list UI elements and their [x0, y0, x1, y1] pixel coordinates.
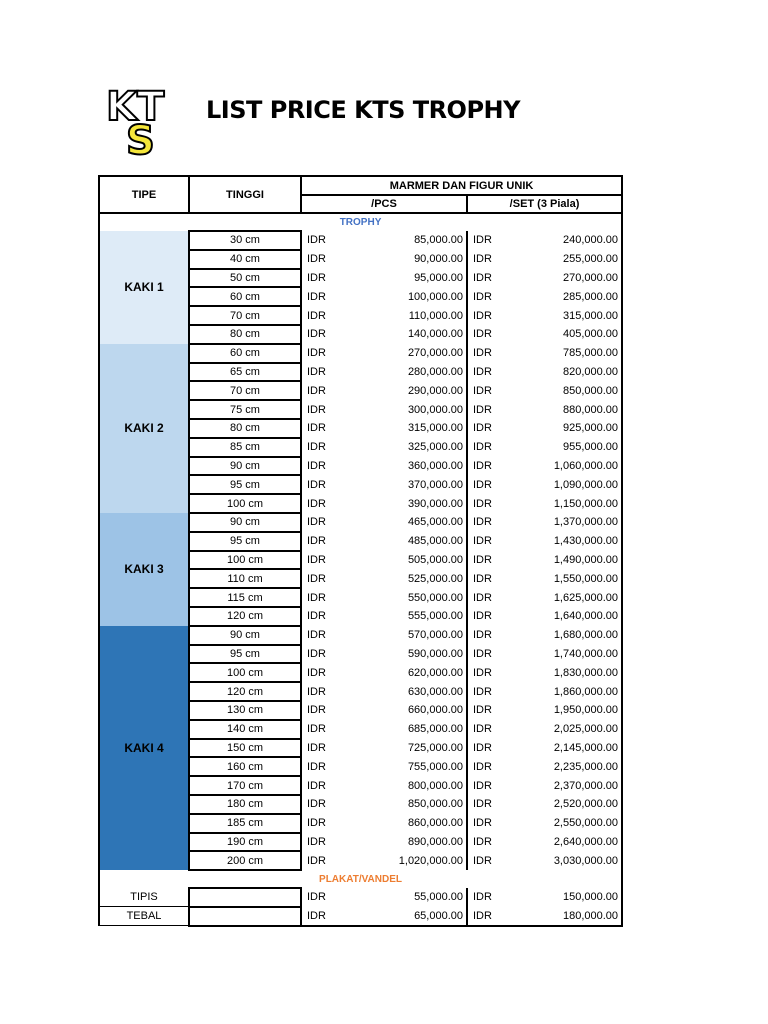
- price-set-cell: 1,430,000.00: [505, 532, 622, 551]
- price-set-cell: 1,090,000.00: [505, 475, 622, 494]
- currency-cell: IDR: [301, 457, 339, 476]
- currency-cell: IDR: [301, 363, 339, 382]
- kts-logo: [104, 82, 184, 156]
- price-set-cell: 1,640,000.00: [505, 607, 622, 626]
- page-title: LIST PRICE KTS TROPHY: [206, 96, 521, 124]
- tinggi-cell: 80 cm: [189, 419, 301, 438]
- price-set-cell: 3,030,000.00: [505, 851, 622, 870]
- price-pcs-cell: 300,000.00: [339, 400, 467, 419]
- currency-cell: IDR: [467, 250, 505, 269]
- price-pcs-cell: 850,000.00: [339, 795, 467, 814]
- currency-cell: IDR: [301, 626, 339, 645]
- tinggi-cell: 65 cm: [189, 363, 301, 382]
- currency-cell: IDR: [301, 569, 339, 588]
- currency-cell: IDR: [301, 795, 339, 814]
- price-set-cell: 2,550,000.00: [505, 814, 622, 833]
- tipe-cell: KAKI 2: [99, 344, 189, 513]
- tinggi-cell: 100 cm: [189, 551, 301, 570]
- currency-cell: IDR: [301, 851, 339, 870]
- currency-cell: IDR: [467, 551, 505, 570]
- currency-cell: IDR: [467, 757, 505, 776]
- section-label-plakat: PLAKAT/VANDEL: [99, 870, 622, 888]
- currency-cell: IDR: [467, 269, 505, 288]
- tinggi-cell: 180 cm: [189, 795, 301, 814]
- currency-cell: IDR: [467, 645, 505, 664]
- currency-cell: IDR: [301, 814, 339, 833]
- currency-cell: IDR: [467, 626, 505, 645]
- price-pcs-cell: 890,000.00: [339, 833, 467, 852]
- tinggi-cell: 120 cm: [189, 682, 301, 701]
- currency-cell: IDR: [301, 588, 339, 607]
- tinggi-cell: 160 cm: [189, 757, 301, 776]
- price-pcs-cell: 315,000.00: [339, 419, 467, 438]
- price-pcs-cell: 280,000.00: [339, 363, 467, 382]
- currency-cell: IDR: [301, 475, 339, 494]
- currency-cell: IDR: [467, 381, 505, 400]
- tinggi-cell: 30 cm: [189, 231, 301, 250]
- price-pcs-cell: 630,000.00: [339, 682, 467, 701]
- price-pcs-cell: 1,020,000.00: [339, 851, 467, 870]
- price-pcs-cell: 465,000.00: [339, 513, 467, 532]
- currency-cell: IDR: [467, 851, 505, 870]
- price-set-cell: 2,520,000.00: [505, 795, 622, 814]
- price-pcs-cell: 55,000.00: [339, 888, 467, 907]
- price-set-cell: 255,000.00: [505, 250, 622, 269]
- currency-cell: IDR: [467, 739, 505, 758]
- currency-cell: IDR: [301, 306, 339, 325]
- price-set-cell: 850,000.00: [505, 381, 622, 400]
- currency-cell: IDR: [467, 833, 505, 852]
- price-pcs-cell: 95,000.00: [339, 269, 467, 288]
- currency-cell: IDR: [301, 532, 339, 551]
- currency-cell: IDR: [301, 438, 339, 457]
- currency-cell: IDR: [301, 888, 339, 907]
- price-set-cell: 820,000.00: [505, 363, 622, 382]
- header-pcs: /PCS: [301, 195, 467, 213]
- currency-cell: IDR: [301, 776, 339, 795]
- currency-cell: IDR: [301, 907, 339, 926]
- currency-cell: IDR: [467, 588, 505, 607]
- table-row: [99, 513, 622, 532]
- tinggi-cell: 150 cm: [189, 739, 301, 758]
- price-pcs-cell: 660,000.00: [339, 701, 467, 720]
- currency-cell: IDR: [467, 607, 505, 626]
- tinggi-cell: 190 cm: [189, 833, 301, 852]
- currency-cell: IDR: [467, 287, 505, 306]
- tinggi-cell: 100 cm: [189, 663, 301, 682]
- tinggi-cell: 170 cm: [189, 776, 301, 795]
- tinggi-cell: 115 cm: [189, 588, 301, 607]
- tinggi-cell: [189, 888, 301, 907]
- currency-cell: IDR: [301, 645, 339, 664]
- currency-cell: IDR: [467, 306, 505, 325]
- section-label-trophy: TROPHY: [99, 213, 622, 231]
- header-tipe: TIPE: [99, 176, 189, 213]
- price-pcs-cell: 800,000.00: [339, 776, 467, 795]
- tinggi-cell: [189, 907, 301, 926]
- price-set-cell: 285,000.00: [505, 287, 622, 306]
- table-row: [99, 231, 622, 250]
- price-set-cell: 405,000.00: [505, 325, 622, 344]
- currency-cell: IDR: [467, 569, 505, 588]
- currency-cell: IDR: [467, 795, 505, 814]
- price-table: [98, 175, 621, 927]
- section-row: [99, 870, 622, 888]
- currency-cell: IDR: [301, 551, 339, 570]
- currency-cell: IDR: [301, 250, 339, 269]
- currency-cell: IDR: [301, 833, 339, 852]
- price-set-cell: 2,235,000.00: [505, 757, 622, 776]
- price-pcs-cell: 85,000.00: [339, 231, 467, 250]
- currency-cell: IDR: [467, 231, 505, 250]
- tinggi-cell: 40 cm: [189, 250, 301, 269]
- tinggi-cell: 50 cm: [189, 269, 301, 288]
- currency-cell: IDR: [301, 344, 339, 363]
- price-pcs-cell: 100,000.00: [339, 287, 467, 306]
- tinggi-cell: 120 cm: [189, 607, 301, 626]
- price-set-cell: 2,025,000.00: [505, 720, 622, 739]
- currency-cell: IDR: [301, 231, 339, 250]
- tinggi-cell: 200 cm: [189, 851, 301, 870]
- tinggi-cell: 95 cm: [189, 475, 301, 494]
- currency-cell: IDR: [467, 419, 505, 438]
- tinggi-cell: 130 cm: [189, 701, 301, 720]
- tinggi-cell: 95 cm: [189, 645, 301, 664]
- tinggi-cell: 80 cm: [189, 325, 301, 344]
- currency-cell: IDR: [467, 814, 505, 833]
- currency-cell: IDR: [467, 363, 505, 382]
- tinggi-cell: 140 cm: [189, 720, 301, 739]
- table-row: [99, 907, 622, 926]
- price-pcs-cell: 550,000.00: [339, 588, 467, 607]
- price-pcs-cell: 725,000.00: [339, 739, 467, 758]
- currency-cell: IDR: [467, 475, 505, 494]
- tinggi-cell: 90 cm: [189, 457, 301, 476]
- price-pcs-cell: 555,000.00: [339, 607, 467, 626]
- currency-cell: IDR: [301, 513, 339, 532]
- currency-cell: IDR: [467, 720, 505, 739]
- tipe-cell: KAKI 1: [99, 231, 189, 344]
- price-set-cell: 1,625,000.00: [505, 588, 622, 607]
- currency-cell: IDR: [301, 419, 339, 438]
- tinggi-cell: 60 cm: [189, 344, 301, 363]
- price-set-cell: 2,640,000.00: [505, 833, 622, 852]
- tipe-cell: TEBAL: [99, 907, 189, 926]
- price-pcs-cell: 390,000.00: [339, 494, 467, 513]
- header-group: MARMER DAN FIGUR UNIK: [301, 176, 622, 195]
- price-set-cell: 315,000.00: [505, 306, 622, 325]
- currency-cell: IDR: [301, 701, 339, 720]
- currency-cell: IDR: [301, 494, 339, 513]
- svg-text:KT: KT: [106, 84, 165, 130]
- tinggi-cell: 70 cm: [189, 306, 301, 325]
- price-set-cell: 785,000.00: [505, 344, 622, 363]
- tinggi-cell: 100 cm: [189, 494, 301, 513]
- currency-cell: IDR: [301, 757, 339, 776]
- currency-cell: IDR: [467, 532, 505, 551]
- price-set-cell: 1,490,000.00: [505, 551, 622, 570]
- currency-cell: IDR: [467, 682, 505, 701]
- price-set-cell: 1,060,000.00: [505, 457, 622, 476]
- price-set-cell: 1,680,000.00: [505, 626, 622, 645]
- price-pcs-cell: 140,000.00: [339, 325, 467, 344]
- price-pcs-cell: 685,000.00: [339, 720, 467, 739]
- tipe-cell: KAKI 3: [99, 513, 189, 626]
- price-pcs-cell: 90,000.00: [339, 250, 467, 269]
- currency-cell: IDR: [467, 776, 505, 795]
- tinggi-cell: 110 cm: [189, 569, 301, 588]
- currency-cell: IDR: [301, 400, 339, 419]
- price-set-cell: 270,000.00: [505, 269, 622, 288]
- table-row: [99, 888, 622, 907]
- currency-cell: IDR: [467, 325, 505, 344]
- price-set-cell: 1,950,000.00: [505, 701, 622, 720]
- currency-cell: IDR: [467, 513, 505, 532]
- tinggi-cell: 60 cm: [189, 287, 301, 306]
- section-row: [99, 213, 622, 231]
- currency-cell: IDR: [301, 663, 339, 682]
- price-pcs-cell: 860,000.00: [339, 814, 467, 833]
- price-set-cell: 1,860,000.00: [505, 682, 622, 701]
- price-set-cell: 1,830,000.00: [505, 663, 622, 682]
- price-set-cell: 150,000.00: [505, 888, 622, 907]
- price-set-cell: 2,370,000.00: [505, 776, 622, 795]
- tinggi-cell: 90 cm: [189, 513, 301, 532]
- currency-cell: IDR: [301, 287, 339, 306]
- price-set-cell: 2,145,000.00: [505, 739, 622, 758]
- header-set: /SET (3 Piala): [467, 195, 622, 213]
- currency-cell: IDR: [467, 344, 505, 363]
- price-pcs-cell: 620,000.00: [339, 663, 467, 682]
- price-pcs-cell: 755,000.00: [339, 757, 467, 776]
- price-set-cell: 1,740,000.00: [505, 645, 622, 664]
- currency-cell: IDR: [467, 438, 505, 457]
- price-pcs-cell: 570,000.00: [339, 626, 467, 645]
- tinggi-cell: 185 cm: [189, 814, 301, 833]
- price-pcs-cell: 290,000.00: [339, 381, 467, 400]
- tinggi-cell: 85 cm: [189, 438, 301, 457]
- price-set-cell: 180,000.00: [505, 907, 622, 926]
- currency-cell: IDR: [467, 457, 505, 476]
- tinggi-cell: 95 cm: [189, 532, 301, 551]
- price-set-cell: 1,370,000.00: [505, 513, 622, 532]
- price-set-cell: 925,000.00: [505, 419, 622, 438]
- tipe-cell: TIPIS: [99, 888, 189, 907]
- price-set-cell: 955,000.00: [505, 438, 622, 457]
- currency-cell: IDR: [301, 269, 339, 288]
- price-pcs-cell: 505,000.00: [339, 551, 467, 570]
- price-pcs-cell: 325,000.00: [339, 438, 467, 457]
- currency-cell: IDR: [467, 663, 505, 682]
- tinggi-cell: 90 cm: [189, 626, 301, 645]
- table-body: [99, 213, 622, 926]
- currency-cell: IDR: [301, 607, 339, 626]
- price-pcs-cell: 485,000.00: [339, 532, 467, 551]
- currency-cell: IDR: [467, 494, 505, 513]
- price-pcs-cell: 590,000.00: [339, 645, 467, 664]
- price-pcs-cell: 360,000.00: [339, 457, 467, 476]
- tinggi-cell: 70 cm: [189, 381, 301, 400]
- price-pcs-cell: 370,000.00: [339, 475, 467, 494]
- currency-cell: IDR: [301, 739, 339, 758]
- svg-text:S: S: [126, 118, 155, 156]
- currency-cell: IDR: [301, 720, 339, 739]
- table-row: [99, 344, 622, 363]
- price-pcs-cell: 270,000.00: [339, 344, 467, 363]
- price-set-cell: 240,000.00: [505, 231, 622, 250]
- table-row: [99, 626, 622, 645]
- currency-cell: IDR: [301, 325, 339, 344]
- price-set-cell: 1,150,000.00: [505, 494, 622, 513]
- currency-cell: IDR: [467, 701, 505, 720]
- currency-cell: IDR: [467, 400, 505, 419]
- currency-cell: IDR: [301, 682, 339, 701]
- tinggi-cell: 75 cm: [189, 400, 301, 419]
- currency-cell: IDR: [467, 907, 505, 926]
- price-set-cell: 880,000.00: [505, 400, 622, 419]
- currency-cell: IDR: [467, 888, 505, 907]
- currency-cell: IDR: [301, 381, 339, 400]
- price-pcs-cell: 110,000.00: [339, 306, 467, 325]
- price-pcs-cell: 65,000.00: [339, 907, 467, 926]
- tipe-cell: KAKI 4: [99, 626, 189, 870]
- price-pcs-cell: 525,000.00: [339, 569, 467, 588]
- header-tinggi: TINGGI: [189, 176, 301, 213]
- price-set-cell: 1,550,000.00: [505, 569, 622, 588]
